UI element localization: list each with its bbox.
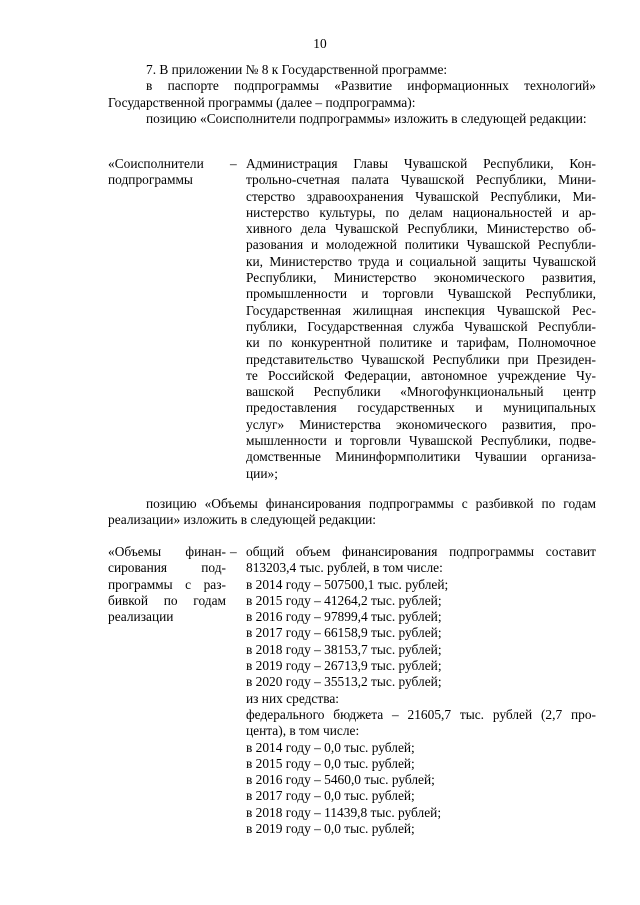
federal-year-line: в 2018 году – 11439,8 тыс. рублей; <box>246 804 442 820</box>
funding-total-line: 813203,4 тыс. рублей, в том числе: <box>246 560 443 576</box>
funding-year-line: в 2019 году – 26713,9 тыс. рублей; <box>246 658 442 674</box>
coexecutors-line: Государственная жилищная инспекция Чувашской Рес- <box>246 302 596 318</box>
federal-year-line: в 2014 году – 0,0 тыс. рублей; <box>246 739 415 755</box>
coexecutors-dash: – <box>230 156 237 171</box>
coexecutors-line: вашской Республики «Многофункциональный центр <box>246 384 596 400</box>
coexecutors-line: стерство здравоохранения Чувашской Республики, Ми- <box>246 188 596 204</box>
funding-label-line: реализации <box>108 609 174 625</box>
coexecutors-line: представительство Чувашской Республики при Президен- <box>246 351 596 367</box>
funding-year-line: в 2015 году – 41264,2 тыс. рублей; <box>246 592 442 608</box>
coexecutors-block <box>108 156 596 486</box>
funding-block <box>108 544 596 884</box>
funding-label <box>108 544 226 625</box>
funding-year-line: в 2018 году – 38153,7 тыс. рублей; <box>246 641 442 657</box>
page-number: 10 <box>313 36 327 51</box>
funding-instruction-text: позицию «Объемы финансирования подпрограммы с разбивкой по годам реализации» изложить в следующей редакции: <box>108 496 596 528</box>
coexecutors-line: хивного дела Чувашской Республики, Министерство об- <box>246 221 596 237</box>
federal-year-line: в 2015 году – 0,0 тыс. рублей; <box>246 755 415 771</box>
coexecutors-line: разования и молодежной политики Чувашской Республи- <box>246 237 596 253</box>
coexecutors-line: ции»; <box>246 465 278 481</box>
intro-passport-text: в паспорте подпрограммы «Развитие информационных технологий» Государственной программы (далее – подпрограмма): <box>108 78 596 110</box>
coexecutors-line: домственные Мининформполитики Чувашии организа- <box>246 449 596 465</box>
coexecutors-line: Администрация Главы Чувашской Республики, Кон- <box>246 156 596 171</box>
coexecutors-line: Республики, Министерство экономического развития, <box>246 270 596 286</box>
federal-budget-line: цента), в том числе: <box>246 723 360 739</box>
funding-label-line: «Объемы финан- <box>108 544 226 559</box>
funding-year-line: в 2016 году – 97899,4 тыс. рублей; <box>246 609 442 625</box>
coexecutors-label-line: подпрограммы <box>108 172 193 188</box>
coexecutors-label-line: «Соисполнители <box>108 156 204 171</box>
coexecutors-list <box>246 156 596 482</box>
federal-budget-line: федерального бюджета – 21605,7 тыс. рублей (2,7 про- <box>246 706 596 722</box>
funding-year-line: в 2017 году – 66158,9 тыс. рублей; <box>246 625 442 641</box>
intro-section <box>108 62 596 127</box>
coexecutors-line: публики, Государственная служба Чувашской Республи- <box>246 318 596 334</box>
funding-dash: – <box>230 544 237 559</box>
coexecutors-line: промышленности и торговли Чувашской Республики, <box>246 286 596 302</box>
funding-sources-heading: из них средства: <box>246 690 340 706</box>
coexecutors-line: нистерство культуры, по делам национальностей и ар- <box>246 204 596 220</box>
coexecutors-line: те Российской Федерации, автономное учреждение Чу- <box>246 367 596 383</box>
federal-year-line: в 2017 году – 0,0 тыс. рублей; <box>246 788 415 804</box>
funding-instruction-section <box>108 496 596 529</box>
coexecutors-line: услуг» Министерства экономического развития, про- <box>246 416 596 432</box>
funding-label-line: сирования под- <box>108 560 226 576</box>
coexecutors-line: трольно-счетная палата Чувашской Республики, Мини- <box>246 172 596 188</box>
funding-label-line: бивкой по годам <box>108 592 226 608</box>
intro-coexecutors-instruction: позицию «Соисполнители подпрограммы» изложить в следующей редакции: <box>146 110 587 126</box>
coexecutors-line: ки по конкурентной политике и тарифам, Полномочное <box>246 335 596 351</box>
federal-year-line: в 2016 году – 5460,0 тыс. рублей; <box>246 772 435 788</box>
federal-year-line: в 2019 году – 0,0 тыс. рублей; <box>246 821 415 837</box>
funding-year-line: в 2020 году – 35513,2 тыс. рублей; <box>246 674 442 690</box>
intro-item-heading: 7. В приложении № 8 к Государственной программе: <box>146 62 448 77</box>
coexecutors-line: мышленности и торговли Чувашской Республики, подве- <box>246 433 596 449</box>
coexecutors-line: предоставления государственных и муниципальных <box>246 400 596 416</box>
coexecutors-line: ки, Министерство труда и социальной защиты Чувашской <box>246 253 596 269</box>
coexecutors-label <box>108 156 226 189</box>
funding-details <box>246 544 596 837</box>
funding-total-line: общий объем финансирования подпрограммы составит <box>246 544 596 559</box>
funding-label-line: программы с раз- <box>108 576 226 592</box>
funding-year-line: в 2014 году – 507500,1 тыс. рублей; <box>246 576 449 592</box>
